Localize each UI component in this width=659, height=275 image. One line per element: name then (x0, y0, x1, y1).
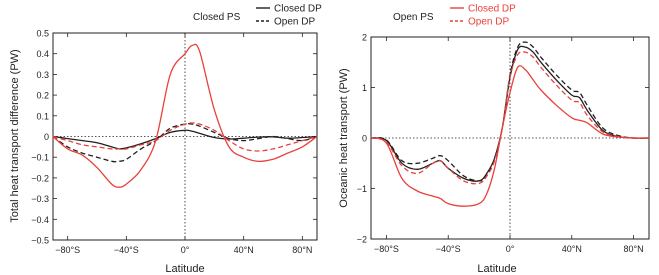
right-y-tick-label: −2 (356, 234, 367, 245)
legend-open-ps-closed-dp-label: Closed DP (468, 3, 516, 15)
right-x-tick-label: 0° (505, 244, 515, 254)
left-x-axis-label: Latitude (165, 263, 205, 275)
left-plot-layer (31, 29, 317, 256)
left-x-tick-label: 80°N (292, 245, 313, 255)
left-y-tick-label: −0.4 (31, 214, 49, 225)
right-plot-layer (357, 33, 649, 255)
left-y-tick-label: 0.5 (36, 28, 49, 39)
left-y-tick-label: 0.1 (36, 111, 49, 122)
legend-open-ps-label: Open PS (393, 12, 434, 23)
left-y-tick-label: −0.3 (31, 194, 49, 205)
legend-closed-ps-open-dp-label: Open DP (274, 16, 316, 28)
right-y-tick-label: −1 (356, 184, 367, 194)
left-y-axis-label: Total heat transport difference (PW) (9, 49, 21, 223)
left-x-tick-label: −40°S (113, 245, 139, 255)
right-y-tick-label: 1 (361, 83, 367, 93)
legend-closed-ps-closed-dp-label: Closed DP (274, 3, 322, 15)
left-y-tick-label: −0.1 (31, 152, 49, 163)
right-x-tick-label: −80°S (374, 244, 399, 254)
right-x-axis-label: Latitude (477, 263, 517, 275)
left-y-tick-label: −0.5 (31, 235, 49, 246)
left-chart (9, 29, 317, 275)
left-y-tick-label: 0.3 (36, 69, 49, 80)
left-x-tick-label: 40°N (233, 245, 254, 255)
left-y-tick-label: −0.2 (31, 173, 49, 184)
right-y-tick-label: 0 (361, 133, 367, 144)
left-y-tick-label: 0 (43, 132, 49, 142)
right-x-tick-label: 40°N (561, 244, 582, 254)
right-y-tick-label: 2 (361, 32, 367, 43)
legend (193, 4, 516, 28)
left-x-tick-label: 0° (180, 245, 190, 255)
legend-open-ps-open-dp-label: Open DP (468, 16, 510, 28)
right-x-tick-label: −40°S (435, 244, 461, 254)
right-y-axis-label: Oceanic heat transport (PW) (338, 68, 350, 208)
right-chart (338, 33, 649, 275)
left-y-tick-label: 0.4 (36, 49, 49, 60)
left-y-tick-label: 0.2 (36, 90, 49, 101)
left-x-tick-label: −80°S (55, 245, 81, 255)
right-x-tick-label: 80°N (623, 244, 644, 254)
legend-closed-ps-label: Closed PS (193, 12, 241, 23)
